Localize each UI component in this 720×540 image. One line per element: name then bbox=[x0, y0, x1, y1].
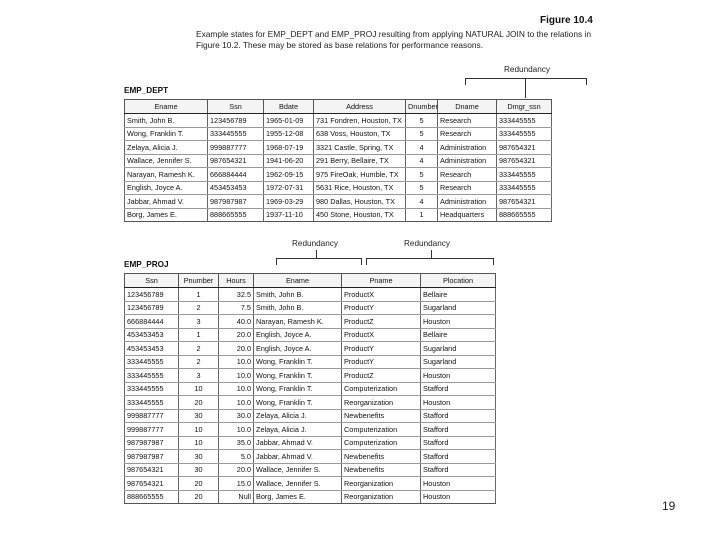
table-cell: 333445555 bbox=[125, 369, 179, 383]
table-cell: 30 bbox=[179, 450, 219, 464]
table-cell: 10.0 bbox=[219, 396, 254, 410]
table-cell: 123456789 bbox=[208, 114, 264, 128]
table-cell: Bellaire bbox=[421, 328, 496, 342]
table-cell: Houston bbox=[421, 490, 496, 504]
table-cell: 1941-06-20 bbox=[264, 154, 314, 168]
table-cell: Stafford bbox=[421, 450, 496, 464]
table-row bbox=[125, 450, 496, 464]
table-cell: Stafford bbox=[421, 463, 496, 477]
table-row bbox=[125, 382, 496, 396]
table-cell: 20.0 bbox=[219, 463, 254, 477]
table-cell: English, Joyce A. bbox=[254, 342, 342, 356]
emp-dept-redundancy-label: Redundancy bbox=[504, 65, 550, 74]
emp-proj-table bbox=[124, 273, 496, 504]
table-cell: 10 bbox=[179, 423, 219, 437]
emp-dept-col-header: Dmgr_ssn bbox=[497, 100, 552, 114]
table-cell: 987987987 bbox=[208, 195, 264, 209]
table-cell: 888665555 bbox=[208, 208, 264, 222]
table-cell: Houston bbox=[421, 369, 496, 383]
table-cell: Stafford bbox=[421, 423, 496, 437]
emp-proj-col-header: Plocation bbox=[421, 274, 496, 288]
table-cell: Null bbox=[219, 490, 254, 504]
table-row bbox=[125, 436, 496, 450]
emp-dept-col-header: Ssn bbox=[208, 100, 264, 114]
table-cell: 666884444 bbox=[208, 168, 264, 182]
emp-dept-redundancy-pointer bbox=[525, 78, 526, 98]
table-cell: Smith, John B. bbox=[125, 114, 208, 128]
emp-dept-table bbox=[124, 99, 552, 222]
table-cell: Stafford bbox=[421, 382, 496, 396]
table-cell: 1965-01-09 bbox=[264, 114, 314, 128]
table-cell: Headquarters bbox=[438, 208, 497, 222]
table-cell: 2 bbox=[179, 342, 219, 356]
figure-title: Figure 10.4 bbox=[540, 15, 593, 26]
table-cell: 987987987 bbox=[125, 436, 179, 450]
emp-proj-redundancy-label-2: Redundancy bbox=[404, 239, 450, 248]
table-cell: ProductX bbox=[342, 328, 421, 342]
emp-proj-col-header: Hours bbox=[219, 274, 254, 288]
table-row bbox=[125, 181, 552, 195]
emp-dept-col-header: Bdate bbox=[264, 100, 314, 114]
table-cell: 4 bbox=[406, 195, 438, 209]
table-cell: 333445555 bbox=[497, 168, 552, 182]
table-cell: 731 Fondren, Houston, TX bbox=[314, 114, 406, 128]
table-cell: Wong, Franklin T. bbox=[254, 396, 342, 410]
table-cell: Computerization bbox=[342, 436, 421, 450]
table-row bbox=[125, 396, 496, 410]
emp-dept-col-header: Dname bbox=[438, 100, 497, 114]
table-cell: 1955-12-08 bbox=[264, 127, 314, 141]
table-cell: 4 bbox=[406, 154, 438, 168]
page-number: 19 bbox=[662, 499, 676, 513]
table-cell: 987654321 bbox=[208, 154, 264, 168]
table-cell: Smith, John B. bbox=[254, 288, 342, 302]
emp-proj-col-header: Pnumber bbox=[179, 274, 219, 288]
table-cell: Reorganization bbox=[342, 396, 421, 410]
table-cell: 5 bbox=[406, 127, 438, 141]
table-cell: 333445555 bbox=[125, 396, 179, 410]
table-cell: Administration bbox=[438, 195, 497, 209]
table-cell: 1 bbox=[179, 288, 219, 302]
table-cell: 291 Berry, Bellaire, TX bbox=[314, 154, 406, 168]
table-cell: 4 bbox=[406, 141, 438, 155]
table-cell: Wong, Franklin T. bbox=[125, 127, 208, 141]
table-cell: 20.0 bbox=[219, 328, 254, 342]
table-cell: 333445555 bbox=[208, 127, 264, 141]
table-row bbox=[125, 288, 496, 302]
table-cell: Borg, James E. bbox=[254, 490, 342, 504]
table-cell: Houston bbox=[421, 315, 496, 329]
table-cell: 975 FireOak, Humble, TX bbox=[314, 168, 406, 182]
table-cell: Jabbar, Ahmad V. bbox=[125, 195, 208, 209]
emp-dept-col-header: Dnumber bbox=[406, 100, 438, 114]
table-cell: Wong, Franklin T. bbox=[254, 369, 342, 383]
table-row bbox=[125, 369, 496, 383]
table-cell: 1 bbox=[406, 208, 438, 222]
table-cell: 638 Voss, Houston, TX bbox=[314, 127, 406, 141]
emp-dept-label: EMP_DEPT bbox=[124, 86, 169, 95]
table-cell: 3321 Castle, Spring, TX bbox=[314, 141, 406, 155]
table-row bbox=[125, 315, 496, 329]
table-row bbox=[125, 490, 496, 504]
table-cell: 1 bbox=[179, 328, 219, 342]
table-cell: Bellaire bbox=[421, 288, 496, 302]
table-row bbox=[125, 141, 552, 155]
table-cell: 20 bbox=[179, 490, 219, 504]
table-cell: Wallace, Jennifer S. bbox=[254, 477, 342, 491]
table-cell: 333445555 bbox=[125, 355, 179, 369]
table-row bbox=[125, 114, 552, 128]
table-cell: 1969-03-29 bbox=[264, 195, 314, 209]
table-cell: Narayan, Ramesh K. bbox=[125, 168, 208, 182]
table-cell: 5 bbox=[406, 181, 438, 195]
table-cell: Zelaya, Alicia J. bbox=[254, 423, 342, 437]
table-cell: Sugarland bbox=[421, 342, 496, 356]
table-cell: 20.0 bbox=[219, 342, 254, 356]
emp-dept-col-header: Ename bbox=[125, 100, 208, 114]
table-cell: Zelaya, Alicia J. bbox=[254, 409, 342, 423]
table-cell: 453453453 bbox=[125, 342, 179, 356]
table-cell: ProductX bbox=[342, 288, 421, 302]
emp-dept-redundancy-brace bbox=[465, 78, 587, 85]
table-cell: Stafford bbox=[421, 409, 496, 423]
table-cell: 2 bbox=[179, 301, 219, 315]
table-cell: 3 bbox=[179, 315, 219, 329]
table-cell: 10.0 bbox=[219, 423, 254, 437]
emp-proj-col-header: Ename bbox=[254, 274, 342, 288]
table-cell: 20 bbox=[179, 477, 219, 491]
table-cell: Sugarland bbox=[421, 301, 496, 315]
table-cell: Jabbar, Ahmad V. bbox=[254, 450, 342, 464]
table-cell: 20 bbox=[179, 396, 219, 410]
emp-proj-col-header: Ssn bbox=[125, 274, 179, 288]
table-cell: Research bbox=[438, 168, 497, 182]
table-cell: Stafford bbox=[421, 436, 496, 450]
table-cell: Administration bbox=[438, 141, 497, 155]
table-row bbox=[125, 409, 496, 423]
emp-proj-redundancy-pointer-1 bbox=[316, 250, 317, 258]
table-row bbox=[125, 342, 496, 356]
table-cell: Computerization bbox=[342, 423, 421, 437]
table-cell: 450 Stone, Houston, TX bbox=[314, 208, 406, 222]
table-cell: 5 bbox=[406, 168, 438, 182]
table-cell: 123456789 bbox=[125, 288, 179, 302]
table-cell: ProductY bbox=[342, 301, 421, 315]
table-cell: Newbenefits bbox=[342, 463, 421, 477]
table-cell: 980 Dallas, Houston, TX bbox=[314, 195, 406, 209]
table-cell: 10 bbox=[179, 436, 219, 450]
table-cell: Jabbar, Ahmad V. bbox=[254, 436, 342, 450]
table-row bbox=[125, 355, 496, 369]
table-row bbox=[125, 463, 496, 477]
table-cell: Newbenefits bbox=[342, 450, 421, 464]
table-cell: 30.0 bbox=[219, 409, 254, 423]
table-cell: Borg, James E. bbox=[125, 208, 208, 222]
table-cell: 7.5 bbox=[219, 301, 254, 315]
table-cell: ProductY bbox=[342, 342, 421, 356]
table-cell: 123456789 bbox=[125, 301, 179, 315]
emp-proj-label: EMP_PROJ bbox=[124, 260, 169, 269]
table-row bbox=[125, 477, 496, 491]
table-cell: Narayan, Ramesh K. bbox=[254, 315, 342, 329]
table-cell: Wong, Franklin T. bbox=[254, 355, 342, 369]
table-cell: Research bbox=[438, 181, 497, 195]
table-cell: 30 bbox=[179, 463, 219, 477]
emp-dept-col-header: Address bbox=[314, 100, 406, 114]
table-cell: 3 bbox=[179, 369, 219, 383]
table-cell: 987654321 bbox=[497, 154, 552, 168]
table-cell: 32.5 bbox=[219, 288, 254, 302]
table-cell: 30 bbox=[179, 409, 219, 423]
table-cell: 453453453 bbox=[208, 181, 264, 195]
table-cell: English, Joyce A. bbox=[254, 328, 342, 342]
table-cell: Wallace, Jennifer S. bbox=[125, 154, 208, 168]
table-cell: Houston bbox=[421, 477, 496, 491]
table-cell: 666884444 bbox=[125, 315, 179, 329]
table-row bbox=[125, 208, 552, 222]
table-cell: 2 bbox=[179, 355, 219, 369]
table-cell: Wallace, Jennifer S. bbox=[254, 463, 342, 477]
table-cell: 5631 Rice, Houston, TX bbox=[314, 181, 406, 195]
table-row bbox=[125, 127, 552, 141]
emp-proj-redundancy-pointer-2 bbox=[431, 250, 432, 258]
table-cell: Research bbox=[438, 127, 497, 141]
table-cell: 987654321 bbox=[497, 141, 552, 155]
table-cell: 333445555 bbox=[497, 114, 552, 128]
table-cell: Zelaya, Alicia J. bbox=[125, 141, 208, 155]
table-row bbox=[125, 423, 496, 437]
table-cell: 999887777 bbox=[208, 141, 264, 155]
emp-proj-redundancy-label-1: Redundancy bbox=[292, 239, 338, 248]
table-row bbox=[125, 301, 496, 315]
table-cell: 5 bbox=[406, 114, 438, 128]
emp-proj-col-header: Pname bbox=[342, 274, 421, 288]
table-cell: 987654321 bbox=[125, 477, 179, 491]
table-cell: 35.0 bbox=[219, 436, 254, 450]
table-cell: Wong, Franklin T. bbox=[254, 382, 342, 396]
table-cell: 987654321 bbox=[497, 195, 552, 209]
table-cell: 987654321 bbox=[125, 463, 179, 477]
table-cell: Computerization bbox=[342, 382, 421, 396]
table-cell: 888665555 bbox=[125, 490, 179, 504]
table-row bbox=[125, 168, 552, 182]
table-cell: 453453453 bbox=[125, 328, 179, 342]
table-cell: Reorganization bbox=[342, 477, 421, 491]
table-cell: Smith, John B. bbox=[254, 301, 342, 315]
table-cell: 5.0 bbox=[219, 450, 254, 464]
table-cell: 1968-07-19 bbox=[264, 141, 314, 155]
table-cell: 10.0 bbox=[219, 369, 254, 383]
table-cell: 333445555 bbox=[125, 382, 179, 396]
table-cell: 999887777 bbox=[125, 423, 179, 437]
table-cell: 333445555 bbox=[497, 127, 552, 141]
table-cell: English, Joyce A. bbox=[125, 181, 208, 195]
table-cell: Sugarland bbox=[421, 355, 496, 369]
table-cell: Newbenefits bbox=[342, 409, 421, 423]
table-cell: 1962-09-15 bbox=[264, 168, 314, 182]
table-cell: 999887777 bbox=[125, 409, 179, 423]
table-cell: 1972-07-31 bbox=[264, 181, 314, 195]
table-row bbox=[125, 154, 552, 168]
table-cell: 40.0 bbox=[219, 315, 254, 329]
table-cell: 10.0 bbox=[219, 382, 254, 396]
table-cell: 15.0 bbox=[219, 477, 254, 491]
table-cell: 10.0 bbox=[219, 355, 254, 369]
table-cell: Research bbox=[438, 114, 497, 128]
table-cell: Administration bbox=[438, 154, 497, 168]
table-cell: Reorganization bbox=[342, 490, 421, 504]
table-cell: 1937-11-10 bbox=[264, 208, 314, 222]
table-cell: 333445555 bbox=[497, 181, 552, 195]
table-cell: ProductY bbox=[342, 355, 421, 369]
table-cell: 10 bbox=[179, 382, 219, 396]
figure-caption: Example states for EMP_DEPT and EMP_PROJ resulting from applying NATURAL JOIN to the relations in Figure 10.2. These may be stored as base relations for performance reasons. bbox=[196, 29, 592, 50]
table-cell: 987987987 bbox=[125, 450, 179, 464]
table-row bbox=[125, 328, 496, 342]
table-cell: ProductZ bbox=[342, 315, 421, 329]
table-row bbox=[125, 195, 552, 209]
table-cell: ProductZ bbox=[342, 369, 421, 383]
table-cell: Houston bbox=[421, 396, 496, 410]
table-cell: 888665555 bbox=[497, 208, 552, 222]
emp-proj-redundancy-brace-1 bbox=[276, 258, 362, 265]
emp-proj-redundancy-brace-2 bbox=[366, 258, 494, 265]
